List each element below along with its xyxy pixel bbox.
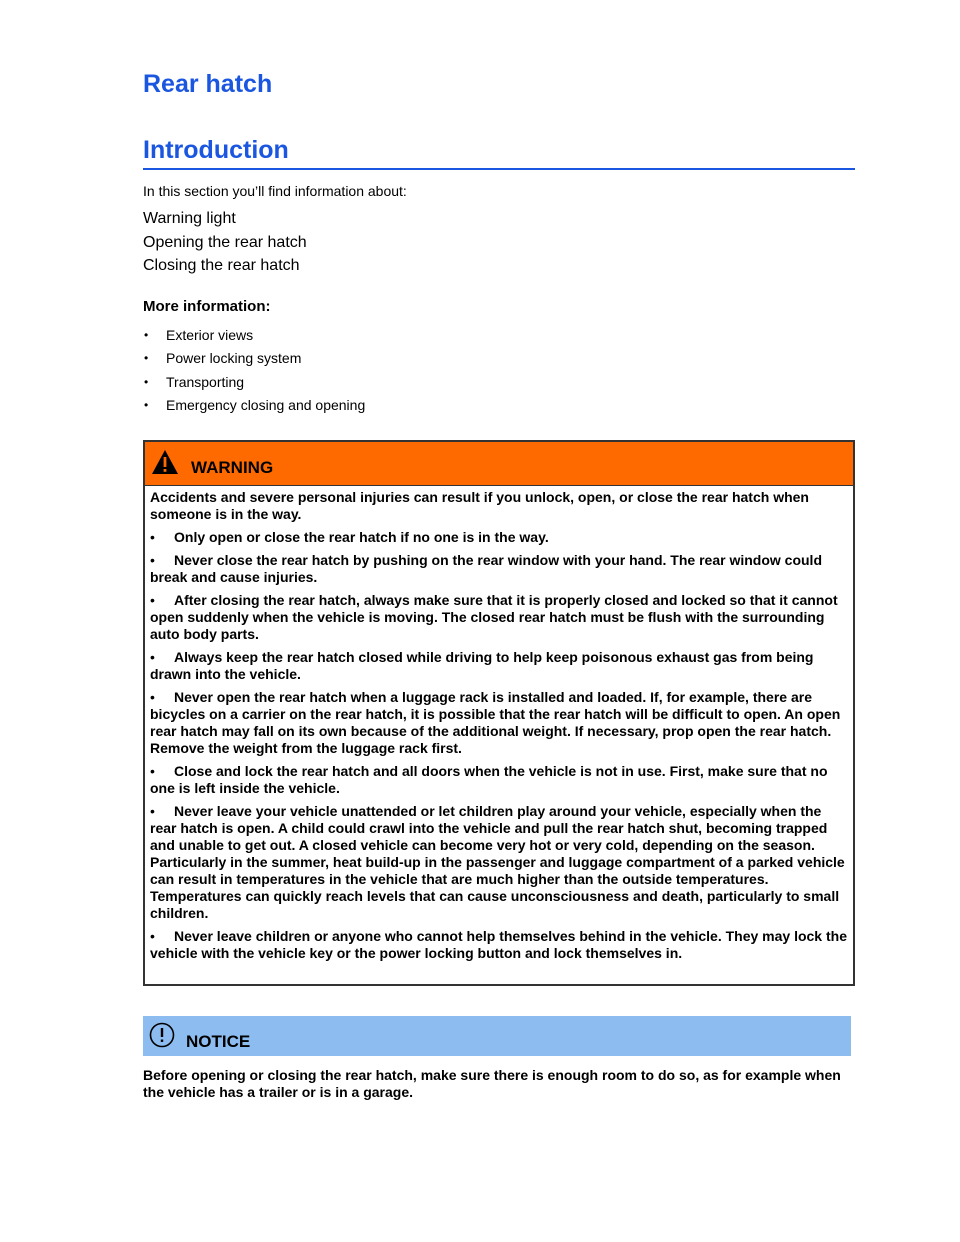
more-info-item-power-locking[interactable] (143, 348, 365, 371)
bullet-icon: • (150, 763, 155, 779)
warning-item-text: Always keep the rear hatch closed while driving to help keep poisonous exhaust gas from being drawn into the vehicle. (150, 649, 814, 682)
topic-link-warning-light[interactable]: Warning light (143, 210, 236, 227)
warning-intro: Accidents and severe personal injuries can result if you unlock, open, or close the rear hatch when someone is in the way. (150, 489, 809, 522)
bullet-icon: • (150, 689, 155, 705)
warning-item-text: Only open or close the rear hatch if no one is in the way. (174, 529, 549, 545)
topic-list (143, 208, 307, 279)
warning-item-text: Never leave children or anyone who cannot help themselves behind in the vehicle. They may lock the vehicle with the vehicle key or the power locking button and lock themselves in. (150, 928, 847, 961)
more-info-item-emergency-closing[interactable] (143, 395, 365, 418)
bullet-icon: • (144, 328, 149, 342)
bullet-icon: • (150, 592, 155, 608)
bullet-icon: • (150, 803, 155, 819)
more-info-item-exterior-views[interactable] (143, 325, 365, 348)
page-title: Rear hatch (143, 70, 273, 98)
exclamation-circle-icon (149, 1022, 175, 1048)
bullet-icon: • (150, 928, 155, 944)
notice-label: NOTICE (186, 1032, 251, 1051)
bullet-icon: • (150, 649, 155, 665)
warning-item-text: Never close the rear hatch by pushing on the rear window with your hand. The rear window could break and cause injuries. (150, 552, 822, 585)
warning-item-text: After closing the rear hatch, always make sure that it is properly closed and locked so that it cannot open suddenly when the vehicle is moving. The closed rear hatch must be flush with the surrounding auto body parts. (150, 592, 838, 642)
more-information-list (143, 325, 365, 419)
more-info-item-transporting[interactable] (143, 372, 365, 395)
warning-item (150, 803, 850, 922)
warning-item (150, 552, 850, 586)
warning-item (150, 529, 850, 546)
bullet-icon: • (144, 398, 149, 413)
warning-box (143, 440, 855, 986)
warning-item (150, 928, 850, 962)
section-heading: Introduction (143, 136, 289, 164)
more-information-heading: More information: (143, 298, 271, 315)
warning-item (150, 592, 850, 643)
warning-item (150, 689, 850, 757)
more-info-item-label: Exterior views (166, 327, 254, 343)
notice-text: Before opening or closing the rear hatch, make sure there is enough room to do so, as for example when the vehicle has a trailer or is in a garage. (143, 1067, 841, 1100)
warning-item-text: Close and lock the rear hatch and all doors when the vehicle is not in use. First, make sure that no one is left inside the vehicle. (150, 763, 828, 796)
warning-item-text: Never leave your vehicle unattended or let children play around your vehicle, especially when the rear hatch is open. A child could crawl into the vehicle and pull the rear hatch shut, becoming trapped and unable to get out. A closed vehicle can become very hot or very cold, depending on the season. Particularly in the summer, heat build-up in the passenger and luggage compartment of a parked vehicle can result in temperatures in the vehicle that are much higher than the outside temperatures. Temperatures can quickly reach levels that can cause unconsciousness and death, particularly to small children. (150, 803, 845, 921)
warning-item (150, 763, 850, 797)
warning-item-text: Never open the rear hatch when a luggage rack is installed and loaded. If, for example, there are bicycles on a carrier on the rear hatch, it is possible that the rear hatch will be difficult to open. An open rear hatch may fall on its own because of the additional weight. If necessary, prop open the rear hatch. Remove the weight from the luggage rack first. (150, 689, 841, 756)
more-info-item-label: Power locking system (166, 350, 302, 367)
bullet-icon: • (150, 529, 155, 545)
intro-text: In this section you’ll find information about: (143, 183, 407, 199)
warning-header (145, 442, 853, 486)
topic-link-closing-rear-hatch[interactable]: Closing the rear hatch (143, 257, 300, 274)
more-info-item-label: Emergency closing and opening (166, 397, 366, 414)
warning-label: WARNING (191, 458, 274, 477)
heading-underline (143, 168, 855, 170)
notice-header (143, 1016, 851, 1056)
warning-body (150, 489, 850, 968)
topic-link-opening-rear-hatch[interactable]: Opening the rear hatch (143, 233, 307, 251)
warning-triangle-icon (151, 449, 179, 475)
bullet-icon: • (150, 552, 155, 568)
warning-item (150, 649, 850, 683)
bullet-icon: • (144, 351, 149, 366)
more-info-item-label: Transporting (166, 373, 245, 390)
bullet-icon: • (144, 374, 149, 389)
